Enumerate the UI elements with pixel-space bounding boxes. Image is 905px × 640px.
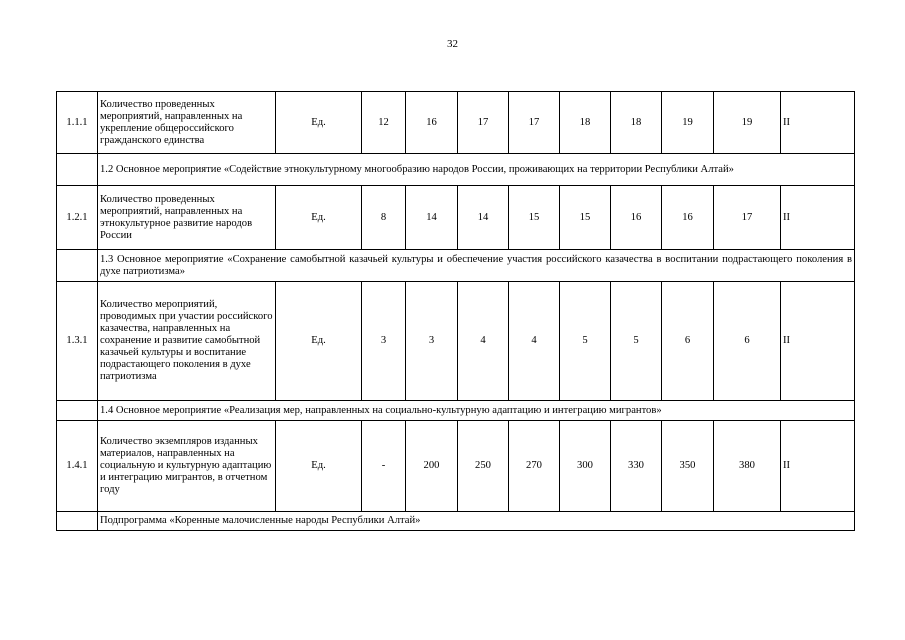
section-row	[57, 250, 855, 282]
value-cell: 17	[509, 92, 560, 154]
row-code: 1.1.1	[57, 92, 98, 154]
value-cell: 16	[406, 92, 458, 154]
empty-cell	[57, 250, 98, 282]
value-cell: 5	[560, 282, 611, 401]
section-title: 1.4 Основное мероприятие «Реализация мер, направленных на социально-культурную адаптацию и интеграцию мигрантов»	[98, 401, 855, 421]
subprogram-row	[57, 512, 855, 531]
source-cell: II	[781, 186, 855, 250]
indicator-name: Количество проведенных мероприятий, направленных на этнокультурное развитие народов России	[98, 186, 276, 250]
value-cell: 200	[406, 421, 458, 512]
section-title: 1.2 Основное мероприятие «Содействие этнокультурному многообразию народов России, проживающих на территории Республики Алтай»	[98, 154, 855, 186]
value-cell: 19	[662, 92, 714, 154]
value-cell: 4	[509, 282, 560, 401]
value-cell: 12	[362, 92, 406, 154]
value-cell: 17	[714, 186, 781, 250]
value-cell: 16	[662, 186, 714, 250]
value-cell: 14	[458, 186, 509, 250]
value-cell: -	[362, 421, 406, 512]
section-title: 1.3 Основное мероприятие «Сохранение самобытной казачьей культуры и обеспечение участия российского казачества в воспитании подрастающего поколения в духе патриотизма»	[98, 250, 855, 282]
value-cell: 16	[611, 186, 662, 250]
value-cell: 5	[611, 282, 662, 401]
table-row	[57, 186, 855, 250]
section-row	[57, 401, 855, 421]
section-row	[57, 154, 855, 186]
unit-cell: Ед.	[276, 92, 362, 154]
empty-cell	[57, 401, 98, 421]
value-cell: 8	[362, 186, 406, 250]
value-cell: 3	[406, 282, 458, 401]
source-cell: II	[781, 92, 855, 154]
row-code: 1.2.1	[57, 186, 98, 250]
table-row	[57, 92, 855, 154]
page-number: 32	[447, 38, 458, 50]
value-cell: 15	[560, 186, 611, 250]
unit-cell: Ед.	[276, 186, 362, 250]
empty-cell	[57, 154, 98, 186]
value-cell: 300	[560, 421, 611, 512]
value-cell: 15	[509, 186, 560, 250]
value-cell: 270	[509, 421, 560, 512]
value-cell: 18	[611, 92, 662, 154]
unit-cell: Ед.	[276, 282, 362, 401]
indicator-name: Количество мероприятий, проводимых при участии российского казачества, направленных на сохранение и развитие самобытной казачьей культуры и воспитание подрастающего поколения в духе патриотизма	[98, 282, 276, 401]
value-cell: 17	[458, 92, 509, 154]
indicators-table	[56, 91, 855, 531]
indicator-name: Количество проведенных мероприятий, направленных на укрепление общероссийского гражданского единства	[98, 92, 276, 154]
value-cell: 250	[458, 421, 509, 512]
source-cell: II	[781, 282, 855, 401]
empty-cell	[57, 512, 98, 531]
row-code: 1.3.1	[57, 282, 98, 401]
value-cell: 4	[458, 282, 509, 401]
value-cell: 380	[714, 421, 781, 512]
value-cell: 18	[560, 92, 611, 154]
value-cell: 6	[662, 282, 714, 401]
value-cell: 350	[662, 421, 714, 512]
row-code: 1.4.1	[57, 421, 98, 512]
value-cell: 6	[714, 282, 781, 401]
indicator-name: Количество экземпляров изданных материалов, направленных на социальную и культурную адаптацию и интеграцию мигрантов, в отчетном году	[98, 421, 276, 512]
subprogram-title: Подпрограмма «Коренные малочисленные народы Республики Алтай»	[98, 512, 855, 531]
value-cell: 14	[406, 186, 458, 250]
table-row	[57, 421, 855, 512]
source-cell: II	[781, 421, 855, 512]
value-cell: 3	[362, 282, 406, 401]
table-row	[57, 282, 855, 401]
unit-cell: Ед.	[276, 421, 362, 512]
value-cell: 330	[611, 421, 662, 512]
value-cell: 19	[714, 92, 781, 154]
